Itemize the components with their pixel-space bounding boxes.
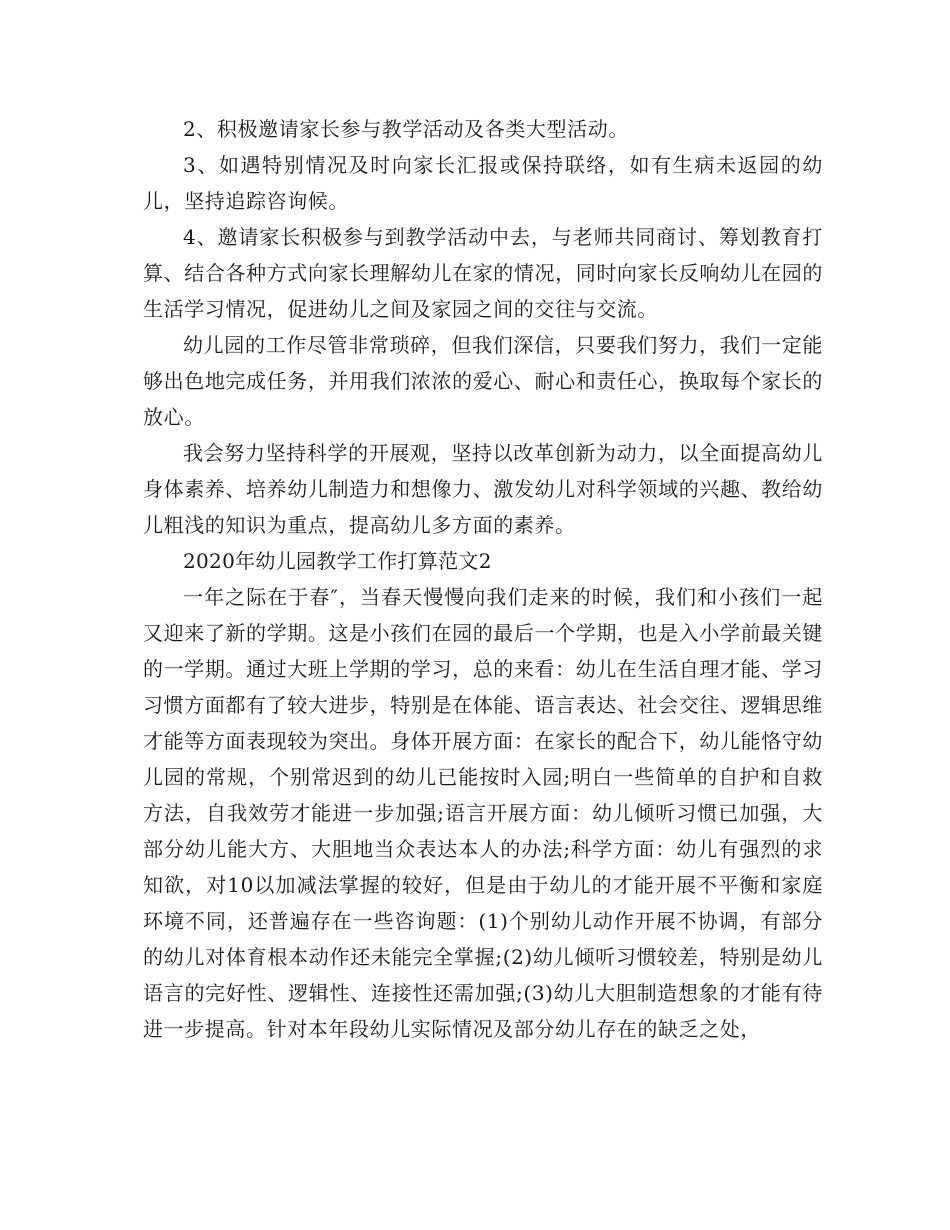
document-body	[143, 111, 823, 1047]
paragraph-summary: 幼儿园的工作尽管非常琐碎，但我们深信，只要我们努力，我们一定能够出色地完成任务，并用我们浓浓的爱心、耐心和责任心，换取每个家长的放心。	[143, 333, 823, 429]
paragraph-commitment: 我会努力坚持科学的开展观，坚持以改革创新为动力，以全面提高幼儿身体素养、培养幼儿制造力和想像力、激发幼儿对科学领域的兴趣、教给幼儿粗浅的知识为重点，提高幼儿多方面的素养。	[143, 441, 823, 537]
paragraph-item-3: 3、如遇特别情况及时向家长汇报或保持联络，如有生病未返园的幼儿，坚持追踪咨询候。	[143, 153, 823, 213]
paragraph-intro: 一年之际在于春″，当春天慢慢向我们走来的时候，我们和小孩们一起又迎来了新的学期。这是小孩们在园的最后一个学期，也是入小学前最关键的一学期。通过大班上学期的学习，总的来看：幼儿在生活自理才能、学习习惯方面都有了较大进步，特别是在体能、语言表达、社会交往、逻辑思维才能等方面表现较为突出。身体开展方面：在家长的配合下，幼儿能恪守幼儿园的常规，个别常迟到的幼儿已能按时入园;明白一些简单的自护和自救方法，自我效劳才能进一步加强;语言开展方面：幼儿倾听习惯已加强，大部分幼儿能大方、大胆地当众表达本人的办法;科学方面：幼儿有强烈的求知欲，对10以加减法掌握的较好，但是由于幼儿的才能开展不平衡和家庭环境不同，还普遍存在一些咨询题：(1)个别幼儿动作开展不协调，有部分的幼儿对体育根本动作还未能完全掌握;(2)幼儿倾听习惯较差，特别是幼儿语言的完好性、逻辑性、连接性还需加强;(3)幼儿大胆制造想象的才能有待进一步提高。针对本年段幼儿实际情况及部分幼儿存在的缺乏之处，	[143, 585, 823, 1041]
section-heading: 2020年幼儿园教学工作打算范文2	[183, 549, 492, 573]
paragraph-item-4: 4、邀请家长积极参与到教学活动中去，与老师共同商讨、筹划教育打算、结合各种方式向家长理解幼儿在家的情况，同时向家长反响幼儿在园的生活学习情况，促进幼儿之间及家园之间的交往与交流。	[143, 225, 823, 321]
paragraph-item-2: 2、积极邀请家长参与教学活动及各类大型活动。	[183, 117, 629, 141]
